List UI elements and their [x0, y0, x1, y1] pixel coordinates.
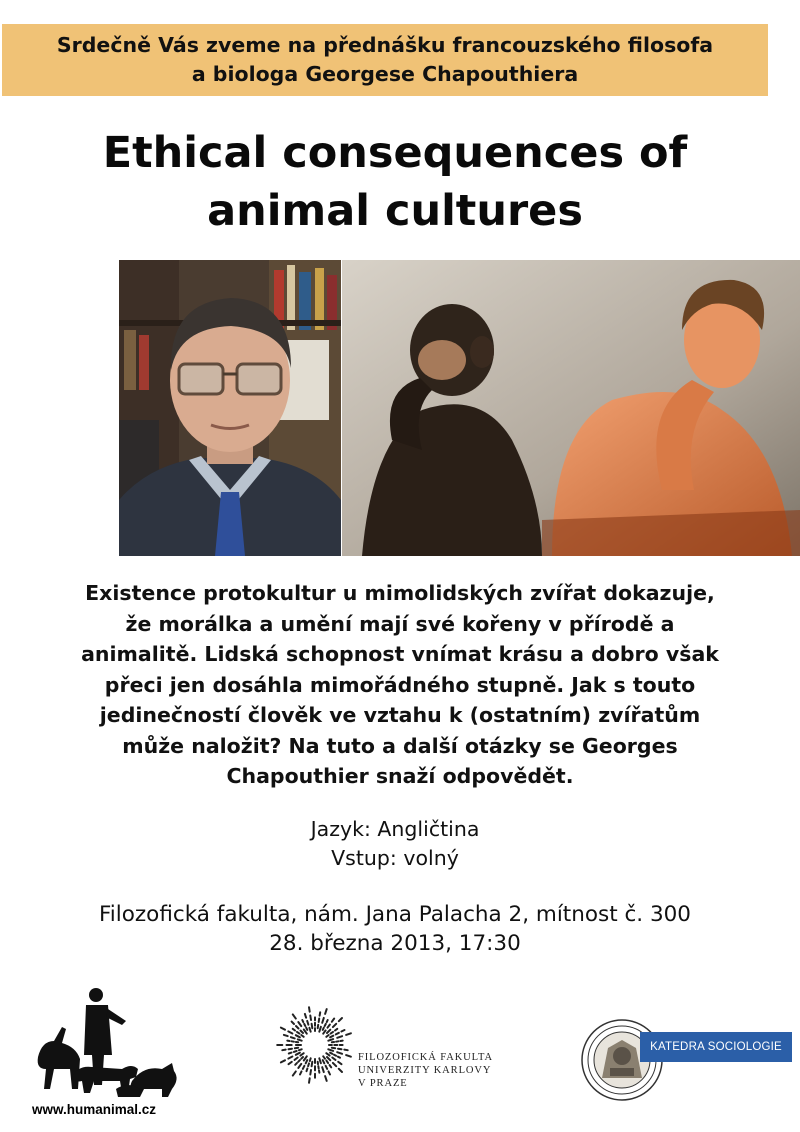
title-line-2: animal cultures [207, 186, 583, 236]
entry-info: Vstup: volný [331, 846, 459, 870]
description-line: přeci jen dosáhla mimořádného stupně. Jak s touto [104, 672, 696, 697]
ff-line-3: V PRAZE [358, 1078, 408, 1089]
humanimal-silhouette-icon [32, 985, 182, 1100]
ff-line-2: UNIVERZITY KARLOVY [358, 1065, 492, 1076]
humanimal-logo [32, 985, 182, 1125]
description-line: animalitě. Lidská schopnost vnímat krásu a dobro však [81, 642, 719, 666]
filozoficka-fakulta-logo [270, 995, 510, 1095]
katedra-sociologie-label: KATEDRA SOCIOLOGIE [640, 1032, 792, 1062]
title-line-1: Ethical consequences of [102, 128, 688, 178]
sunburst-icon [270, 995, 360, 1095]
description-line: Existence protokultur u mimolidských zvířat dokazuje, [85, 581, 715, 605]
chimpanzee-and-man-photo [342, 260, 800, 556]
invitation-line-1: Srdečně Vás zveme na přednášku francouzského filosofa [56, 33, 714, 57]
language-info: Jazyk: Angličtina [310, 817, 480, 841]
description-line: že morálka a umění mají své kořeny v přírodě a [125, 611, 675, 636]
ff-line-1: FILOZOFICKÁ FAKULTA [358, 1052, 493, 1063]
humanimal-url: www.humanimal.cz [32, 1102, 157, 1117]
lecture-details [0, 815, 790, 873]
venue-info [0, 900, 790, 958]
description-line: může naložit? Na tuto a další otázky se Georges [122, 733, 678, 758]
portrait-photo [119, 260, 341, 556]
venue-datetime: 28. března 2013, 17:30 [269, 931, 521, 956]
invitation-line-2: a biologa Georgese Chapouthiera [191, 62, 579, 86]
filozoficka-fakulta-text [358, 1051, 518, 1090]
katedra-sociologie-logo [578, 1018, 800, 1118]
invitation-banner [2, 24, 768, 96]
description-line: Chapouthier snaží odpovědět. [226, 764, 574, 788]
lecture-description [20, 578, 780, 792]
description-line: jedinečností člověk ve vztahu k (ostatním) zvířatům [99, 703, 701, 727]
venue-place: Filozofická fakulta, nám. Jana Palacha 2, mítnost č. 300 [98, 902, 691, 927]
lecture-title [0, 124, 790, 240]
